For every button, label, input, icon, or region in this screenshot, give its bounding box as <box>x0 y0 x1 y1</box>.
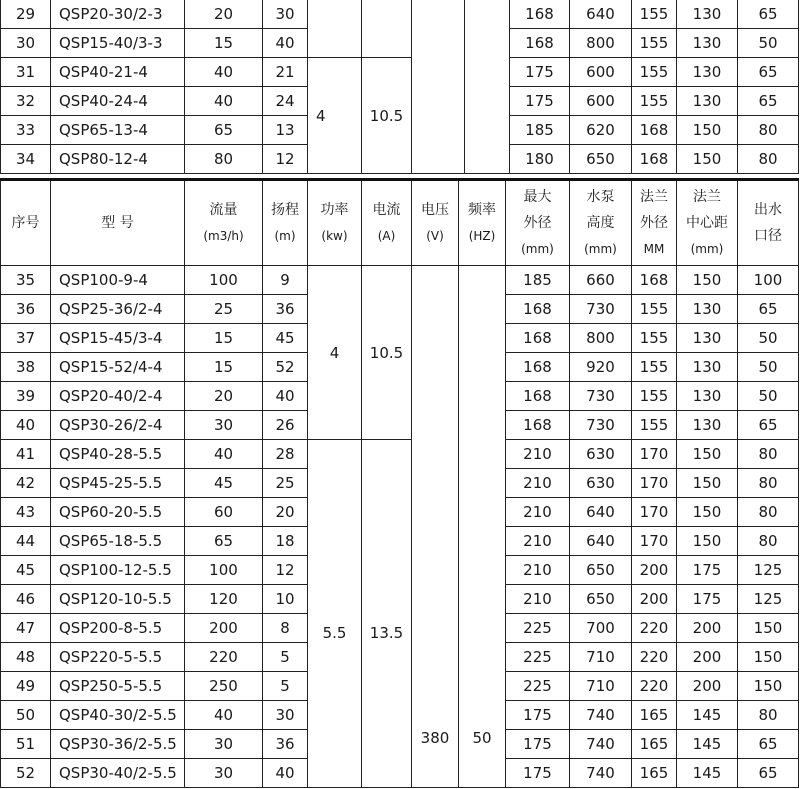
outlet-cell: 50 <box>738 353 799 382</box>
max-diameter-cell: 210 <box>506 469 570 498</box>
flange-od-cell: 155 <box>632 87 677 116</box>
outlet-cell: 125 <box>738 556 799 585</box>
flow-cell: 30 <box>185 411 263 440</box>
flange-od-cell: 165 <box>632 759 677 788</box>
row-number: 30 <box>1 29 51 58</box>
outlet-cell: 100 <box>738 266 799 295</box>
max-diameter-cell: 210 <box>506 440 570 469</box>
model-cell: QSP30-40/2-5.5 <box>51 759 185 788</box>
head-cell: 45 <box>263 324 308 353</box>
row-number: 31 <box>1 58 51 87</box>
row-number: 38 <box>1 353 51 382</box>
max-diameter-cell: 185 <box>510 116 570 145</box>
outlet-cell: 50 <box>738 382 799 411</box>
model-cell: QSP250-5-5.5 <box>51 672 185 701</box>
row-number: 42 <box>1 469 51 498</box>
pump-height-cell: 710 <box>570 672 632 701</box>
pump-height-cell: 600 <box>570 58 632 87</box>
model-cell: QSP40-24-4 <box>51 87 185 116</box>
max-diameter-cell: 168 <box>506 353 570 382</box>
header-voltage: 电压 (V) <box>412 180 459 266</box>
pump-height-cell: 700 <box>570 614 632 643</box>
pump-height-cell: 740 <box>570 759 632 788</box>
outlet-cell: 125 <box>738 585 799 614</box>
flow-cell: 60 <box>185 498 263 527</box>
pump-height-cell: 640 <box>570 0 632 29</box>
outlet-cell: 65 <box>738 58 799 87</box>
flange-center-cell: 150 <box>677 440 738 469</box>
flange-od-cell: 220 <box>632 614 677 643</box>
head-cell: 52 <box>263 353 308 382</box>
pump-height-cell: 800 <box>570 29 632 58</box>
row-number: 43 <box>1 498 51 527</box>
outlet-cell: 50 <box>738 324 799 353</box>
row-number: 44 <box>1 527 51 556</box>
head-cell: 40 <box>263 382 308 411</box>
current-cell-merged: 13.5 <box>362 440 412 788</box>
model-cell: QSP40-30/2-5.5 <box>51 701 185 730</box>
flow-cell: 30 <box>185 759 263 788</box>
flow-cell: 25 <box>185 295 263 324</box>
flange-od-cell: 170 <box>632 527 677 556</box>
flange-od-cell: 168 <box>632 116 677 145</box>
pump-height-cell: 660 <box>570 266 632 295</box>
row-number: 40 <box>1 411 51 440</box>
flange-center-cell: 200 <box>677 614 738 643</box>
flow-cell: 40 <box>185 58 263 87</box>
model-cell: QSP100-12-5.5 <box>51 556 185 585</box>
flow-cell: 40 <box>185 701 263 730</box>
flow-cell: 65 <box>185 116 263 145</box>
power-cell-merged: 4 <box>308 58 362 174</box>
header-current: 电流 (A) <box>362 180 412 266</box>
header-no: 序号 <box>1 180 51 266</box>
model-cell: QSP45-25-5.5 <box>51 469 185 498</box>
max-diameter-cell: 175 <box>506 759 570 788</box>
flange-center-cell: 150 <box>677 266 738 295</box>
outlet-cell: 80 <box>738 145 799 174</box>
flow-cell: 100 <box>185 556 263 585</box>
max-diameter-cell: 175 <box>506 701 570 730</box>
flow-cell: 80 <box>185 145 263 174</box>
flange-center-cell: 200 <box>677 672 738 701</box>
flange-center-cell: 130 <box>677 29 738 58</box>
max-diameter-cell: 168 <box>510 0 570 29</box>
model-cell: QSP65-13-4 <box>51 116 185 145</box>
row-number: 48 <box>1 643 51 672</box>
header-power: 功率 (kw) <box>308 180 362 266</box>
flange-center-cell: 145 <box>677 730 738 759</box>
flow-cell: 15 <box>185 324 263 353</box>
head-cell: 36 <box>263 730 308 759</box>
max-diameter-cell: 168 <box>506 324 570 353</box>
table-row <box>1 440 799 469</box>
head-cell: 30 <box>263 701 308 730</box>
flange-center-cell: 175 <box>677 556 738 585</box>
flange-od-cell: 200 <box>632 556 677 585</box>
flange-od-cell: 170 <box>632 440 677 469</box>
head-cell: 20 <box>263 498 308 527</box>
model-cell: QSP30-26/2-4 <box>51 411 185 440</box>
power-cell-merged: 5.5 <box>308 440 362 788</box>
head-cell: 9 <box>263 266 308 295</box>
flange-od-cell: 165 <box>632 730 677 759</box>
flange-center-cell: 145 <box>677 759 738 788</box>
flange-center-cell: 130 <box>677 382 738 411</box>
header-pump-height: 水泵 高度 (mm) <box>570 180 632 266</box>
head-cell: 5 <box>263 643 308 672</box>
head-cell: 26 <box>263 411 308 440</box>
table-row <box>1 58 799 87</box>
model-cell: QSP60-20-5.5 <box>51 498 185 527</box>
max-diameter-cell: 175 <box>510 87 570 116</box>
outlet-cell: 80 <box>738 440 799 469</box>
max-diameter-cell: 185 <box>506 266 570 295</box>
header-model: 型 号 <box>51 180 185 266</box>
model-cell: QSP15-45/3-4 <box>51 324 185 353</box>
head-cell: 30 <box>263 0 308 29</box>
pump-height-cell: 650 <box>570 585 632 614</box>
head-cell: 18 <box>263 527 308 556</box>
outlet-cell: 80 <box>738 498 799 527</box>
voltage-cell-merged: 380 <box>412 266 459 788</box>
max-diameter-cell: 225 <box>506 614 570 643</box>
pump-height-cell: 630 <box>570 440 632 469</box>
flange-od-cell: 168 <box>632 266 677 295</box>
flange-center-cell: 130 <box>677 324 738 353</box>
max-diameter-cell: 225 <box>506 643 570 672</box>
model-cell: QSP65-18-5.5 <box>51 527 185 556</box>
row-number: 41 <box>1 440 51 469</box>
row-number: 45 <box>1 556 51 585</box>
header-frequency: 频率 (HZ) <box>459 180 506 266</box>
model-cell: QSP15-52/4-4 <box>51 353 185 382</box>
flange-od-cell: 155 <box>632 324 677 353</box>
model-cell: QSP15-40/3-3 <box>51 29 185 58</box>
current-cell-merged: 10.5 <box>362 58 412 174</box>
flange-od-cell: 168 <box>632 145 677 174</box>
frequency-cell-merged: 50 <box>459 266 506 788</box>
head-cell: 13 <box>263 116 308 145</box>
pump-height-cell: 730 <box>570 295 632 324</box>
row-number: 35 <box>1 266 51 295</box>
flange-center-cell: 130 <box>677 0 738 29</box>
flange-od-cell: 200 <box>632 585 677 614</box>
power-cell-merged: 4 <box>308 266 362 440</box>
pump-height-cell: 630 <box>570 469 632 498</box>
flow-cell: 65 <box>185 527 263 556</box>
model-cell: QSP200-8-5.5 <box>51 614 185 643</box>
header-flow: 流量 (m3/h) <box>185 180 263 266</box>
pump-height-cell: 730 <box>570 411 632 440</box>
model-cell: QSP20-30/2-3 <box>51 0 185 29</box>
flow-cell: 20 <box>185 382 263 411</box>
pump-height-cell: 710 <box>570 643 632 672</box>
flow-cell: 30 <box>185 730 263 759</box>
row-number: 34 <box>1 145 51 174</box>
outlet-cell: 65 <box>738 759 799 788</box>
max-diameter-cell: 180 <box>510 145 570 174</box>
flange-center-cell: 150 <box>677 145 738 174</box>
model-cell: QSP30-36/2-5.5 <box>51 730 185 759</box>
max-diameter-cell: 210 <box>506 527 570 556</box>
flange-center-cell: 150 <box>677 116 738 145</box>
outlet-cell: 65 <box>738 0 799 29</box>
flow-cell: 15 <box>185 353 263 382</box>
row-number: 51 <box>1 730 51 759</box>
pump-height-cell: 600 <box>570 87 632 116</box>
pump-height-cell: 650 <box>570 556 632 585</box>
row-number: 32 <box>1 87 51 116</box>
head-cell: 28 <box>263 440 308 469</box>
flow-cell: 220 <box>185 643 263 672</box>
max-diameter-cell: 168 <box>506 382 570 411</box>
flow-cell: 200 <box>185 614 263 643</box>
pump-height-cell: 800 <box>570 324 632 353</box>
spec-table-upper <box>0 0 799 174</box>
pump-height-cell: 640 <box>570 527 632 556</box>
flow-cell: 120 <box>185 585 263 614</box>
frequency-cell-merged <box>465 0 510 174</box>
max-diameter-cell: 210 <box>506 585 570 614</box>
flange-od-cell: 155 <box>632 382 677 411</box>
head-cell: 40 <box>263 759 308 788</box>
pump-height-cell: 730 <box>570 382 632 411</box>
head-cell: 8 <box>263 614 308 643</box>
flow-cell: 100 <box>185 266 263 295</box>
model-cell: QSP20-40/2-4 <box>51 382 185 411</box>
current-cell-merged: 10.5 <box>362 266 412 440</box>
flow-cell: 40 <box>185 440 263 469</box>
flange-od-cell: 220 <box>632 672 677 701</box>
flow-cell: 20 <box>185 0 263 29</box>
outlet-cell: 65 <box>738 295 799 324</box>
outlet-cell: 80 <box>738 527 799 556</box>
model-cell: QSP100-9-4 <box>51 266 185 295</box>
row-number: 47 <box>1 614 51 643</box>
flange-od-cell: 155 <box>632 353 677 382</box>
header-outlet: 出水 口径 <box>738 180 799 266</box>
row-number: 52 <box>1 759 51 788</box>
table-row <box>1 266 799 295</box>
flange-od-cell: 155 <box>632 0 677 29</box>
outlet-cell: 80 <box>738 701 799 730</box>
flange-center-cell: 175 <box>677 585 738 614</box>
row-number: 39 <box>1 382 51 411</box>
outlet-cell: 150 <box>738 614 799 643</box>
row-number: 29 <box>1 0 51 29</box>
row-number: 49 <box>1 672 51 701</box>
flange-od-cell: 170 <box>632 469 677 498</box>
model-cell: QSP220-5-5.5 <box>51 643 185 672</box>
row-number: 37 <box>1 324 51 353</box>
outlet-cell: 80 <box>738 116 799 145</box>
pump-height-cell: 740 <box>570 701 632 730</box>
head-cell: 36 <box>263 295 308 324</box>
table-header-row <box>1 180 799 266</box>
pump-height-cell: 620 <box>570 116 632 145</box>
row-number: 33 <box>1 116 51 145</box>
flange-center-cell: 130 <box>677 58 738 87</box>
head-cell: 12 <box>263 556 308 585</box>
flange-od-cell: 220 <box>632 643 677 672</box>
flange-od-cell: 155 <box>632 29 677 58</box>
spec-table-main <box>0 178 799 788</box>
flow-cell: 45 <box>185 469 263 498</box>
max-diameter-cell: 175 <box>510 58 570 87</box>
table-row <box>1 0 799 29</box>
voltage-cell-merged <box>412 0 465 174</box>
pump-height-cell: 640 <box>570 498 632 527</box>
flange-center-cell: 130 <box>677 353 738 382</box>
max-diameter-cell: 175 <box>506 730 570 759</box>
current-cell-merged <box>362 0 412 58</box>
flange-od-cell: 155 <box>632 58 677 87</box>
max-diameter-cell: 225 <box>506 672 570 701</box>
head-cell: 10 <box>263 585 308 614</box>
flange-center-cell: 150 <box>677 498 738 527</box>
flange-center-cell: 150 <box>677 527 738 556</box>
flange-od-cell: 170 <box>632 498 677 527</box>
head-cell: 21 <box>263 58 308 87</box>
outlet-cell: 65 <box>738 730 799 759</box>
model-cell: QSP80-12-4 <box>51 145 185 174</box>
outlet-cell: 80 <box>738 469 799 498</box>
max-diameter-cell: 168 <box>506 411 570 440</box>
outlet-cell: 50 <box>738 29 799 58</box>
flange-center-cell: 130 <box>677 295 738 324</box>
head-cell: 40 <box>263 29 308 58</box>
outlet-cell: 65 <box>738 87 799 116</box>
max-diameter-cell: 210 <box>506 556 570 585</box>
row-number: 50 <box>1 701 51 730</box>
max-diameter-cell: 168 <box>506 295 570 324</box>
flange-center-cell: 145 <box>677 701 738 730</box>
power-cell-merged <box>308 0 362 58</box>
header-max-diameter: 最大 外径 (mm) <box>506 180 570 266</box>
flow-cell: 250 <box>185 672 263 701</box>
head-cell: 24 <box>263 87 308 116</box>
model-cell: QSP120-10-5.5 <box>51 585 185 614</box>
flange-center-cell: 200 <box>677 643 738 672</box>
model-cell: QSP40-21-4 <box>51 58 185 87</box>
max-diameter-cell: 210 <box>506 498 570 527</box>
outlet-cell: 150 <box>738 643 799 672</box>
model-cell: QSP25-36/2-4 <box>51 295 185 324</box>
flange-od-cell: 155 <box>632 411 677 440</box>
pump-height-cell: 920 <box>570 353 632 382</box>
row-number: 36 <box>1 295 51 324</box>
model-cell: QSP40-28-5.5 <box>51 440 185 469</box>
flow-cell: 40 <box>185 87 263 116</box>
header-flange-od: 法兰 外径 MM <box>632 180 677 266</box>
flange-center-cell: 150 <box>677 469 738 498</box>
flow-cell: 15 <box>185 29 263 58</box>
head-cell: 5 <box>263 672 308 701</box>
header-flange-center: 法兰 中心距 (mm) <box>677 180 738 266</box>
max-diameter-cell: 168 <box>510 29 570 58</box>
flange-center-cell: 130 <box>677 411 738 440</box>
flange-od-cell: 155 <box>632 295 677 324</box>
row-number: 46 <box>1 585 51 614</box>
header-head: 扬程 (m) <box>263 180 308 266</box>
pump-height-cell: 650 <box>570 145 632 174</box>
flange-center-cell: 130 <box>677 87 738 116</box>
outlet-cell: 65 <box>738 411 799 440</box>
head-cell: 25 <box>263 469 308 498</box>
pump-height-cell: 740 <box>570 730 632 759</box>
flange-od-cell: 165 <box>632 701 677 730</box>
head-cell: 12 <box>263 145 308 174</box>
outlet-cell: 150 <box>738 672 799 701</box>
